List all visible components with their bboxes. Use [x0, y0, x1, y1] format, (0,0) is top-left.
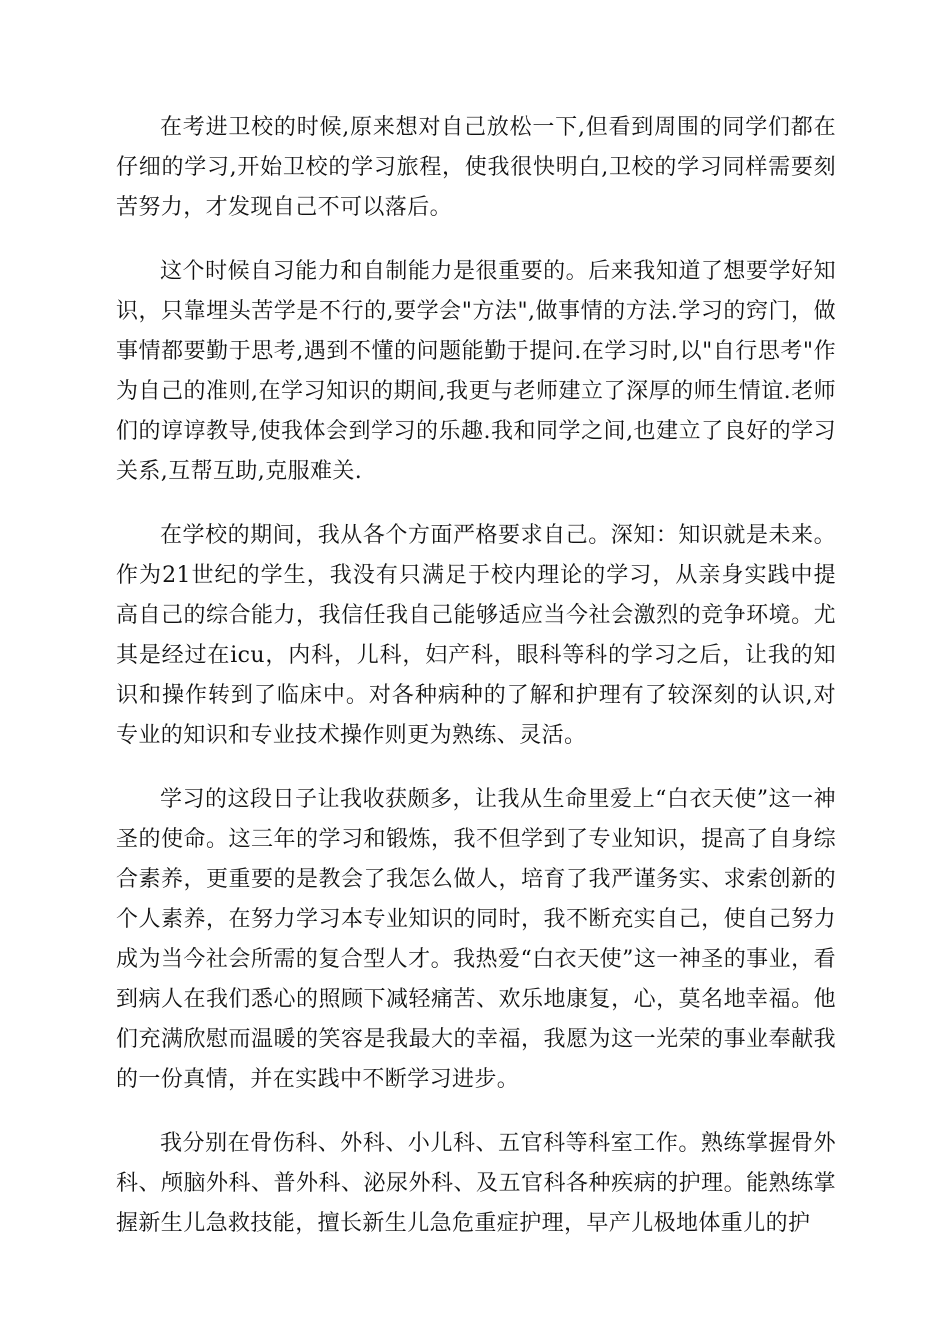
paragraph-2: 这个时候自习能力和自制能力是很重要的。后来我知道了想要学好知识，只靠埋头苦学是不行的,要学会"方法",做事情的方法.学习的窍门，做事情都要勤于思考,遇到不懂的问题能勤于提问.在学习时,以"自行思考"作为自己的准则,在学习知识的期间,我更与老师建立了深厚的师生情谊.老师们的谆谆教导,使我体会到学习的乐趣.我和同学之间,也建立了良好的学习关系,互帮互助,克服难关. [116, 259, 836, 484]
document-body [116, 108, 836, 1268]
paragraph-1: 在考进卫校的时候,原来想对自己放松一下,但看到周围的同学们都在仔细的学习,开始卫校的学习旅程，使我很快明白,卫校的学习同样需要刻苦努力，才发现自己不可以落后。 [116, 115, 836, 220]
paragraph-5: 我分别在骨伤科、外科、小儿科、五官科等科室工作。熟练掌握骨外科、颅脑外科、普外科、泌尿外科、及五官科各种疾病的护理。能熟练掌握新生儿急救技能，擅长新生儿急危重症护理，早产儿极地体重儿的护 [116, 1131, 836, 1236]
paragraph-3: 在学校的期间，我从各个方面严格要求自己。深知：知识就是未来。作为21世纪的学生，我没有只满足于校内理论的学习，从亲身实践中提高自己的综合能力，我信任我自己能够适应当今社会激烈的竞争环境。尤其是经过在icu，内科，儿科，妇产科，眼科等科的学习之后，让我的知识和操作转到了临床中。对各种病种的了解和护理有了较深刻的认识,对专业的知识和专业技术操作则更为熟练、灵活。 [116, 523, 836, 748]
paragraph-4: 学习的这段日子让我收获颇多，让我从生命里爱上“白衣天使”这一神圣的使命。这三年的学习和锻炼，我不但学到了专业知识，提高了自身综合素养，更重要的是教会了我怎么做人，培育了我严谨务实、求索创新的个人素养，在努力学习本专业知识的同时，我不断充实自己，使自己努力成为当今社会所需的复合型人才。我热爱“白衣天使”这一神圣的事业，看到病人在我们悉心的照顾下减轻痛苦、欢乐地康复，心，莫名地幸福。他们充满欣慰而温暖的笑容是我最大的幸福，我愿为这一光荣的事业奉献我的一份真情，并在实践中不断学习进步。 [116, 787, 836, 1092]
